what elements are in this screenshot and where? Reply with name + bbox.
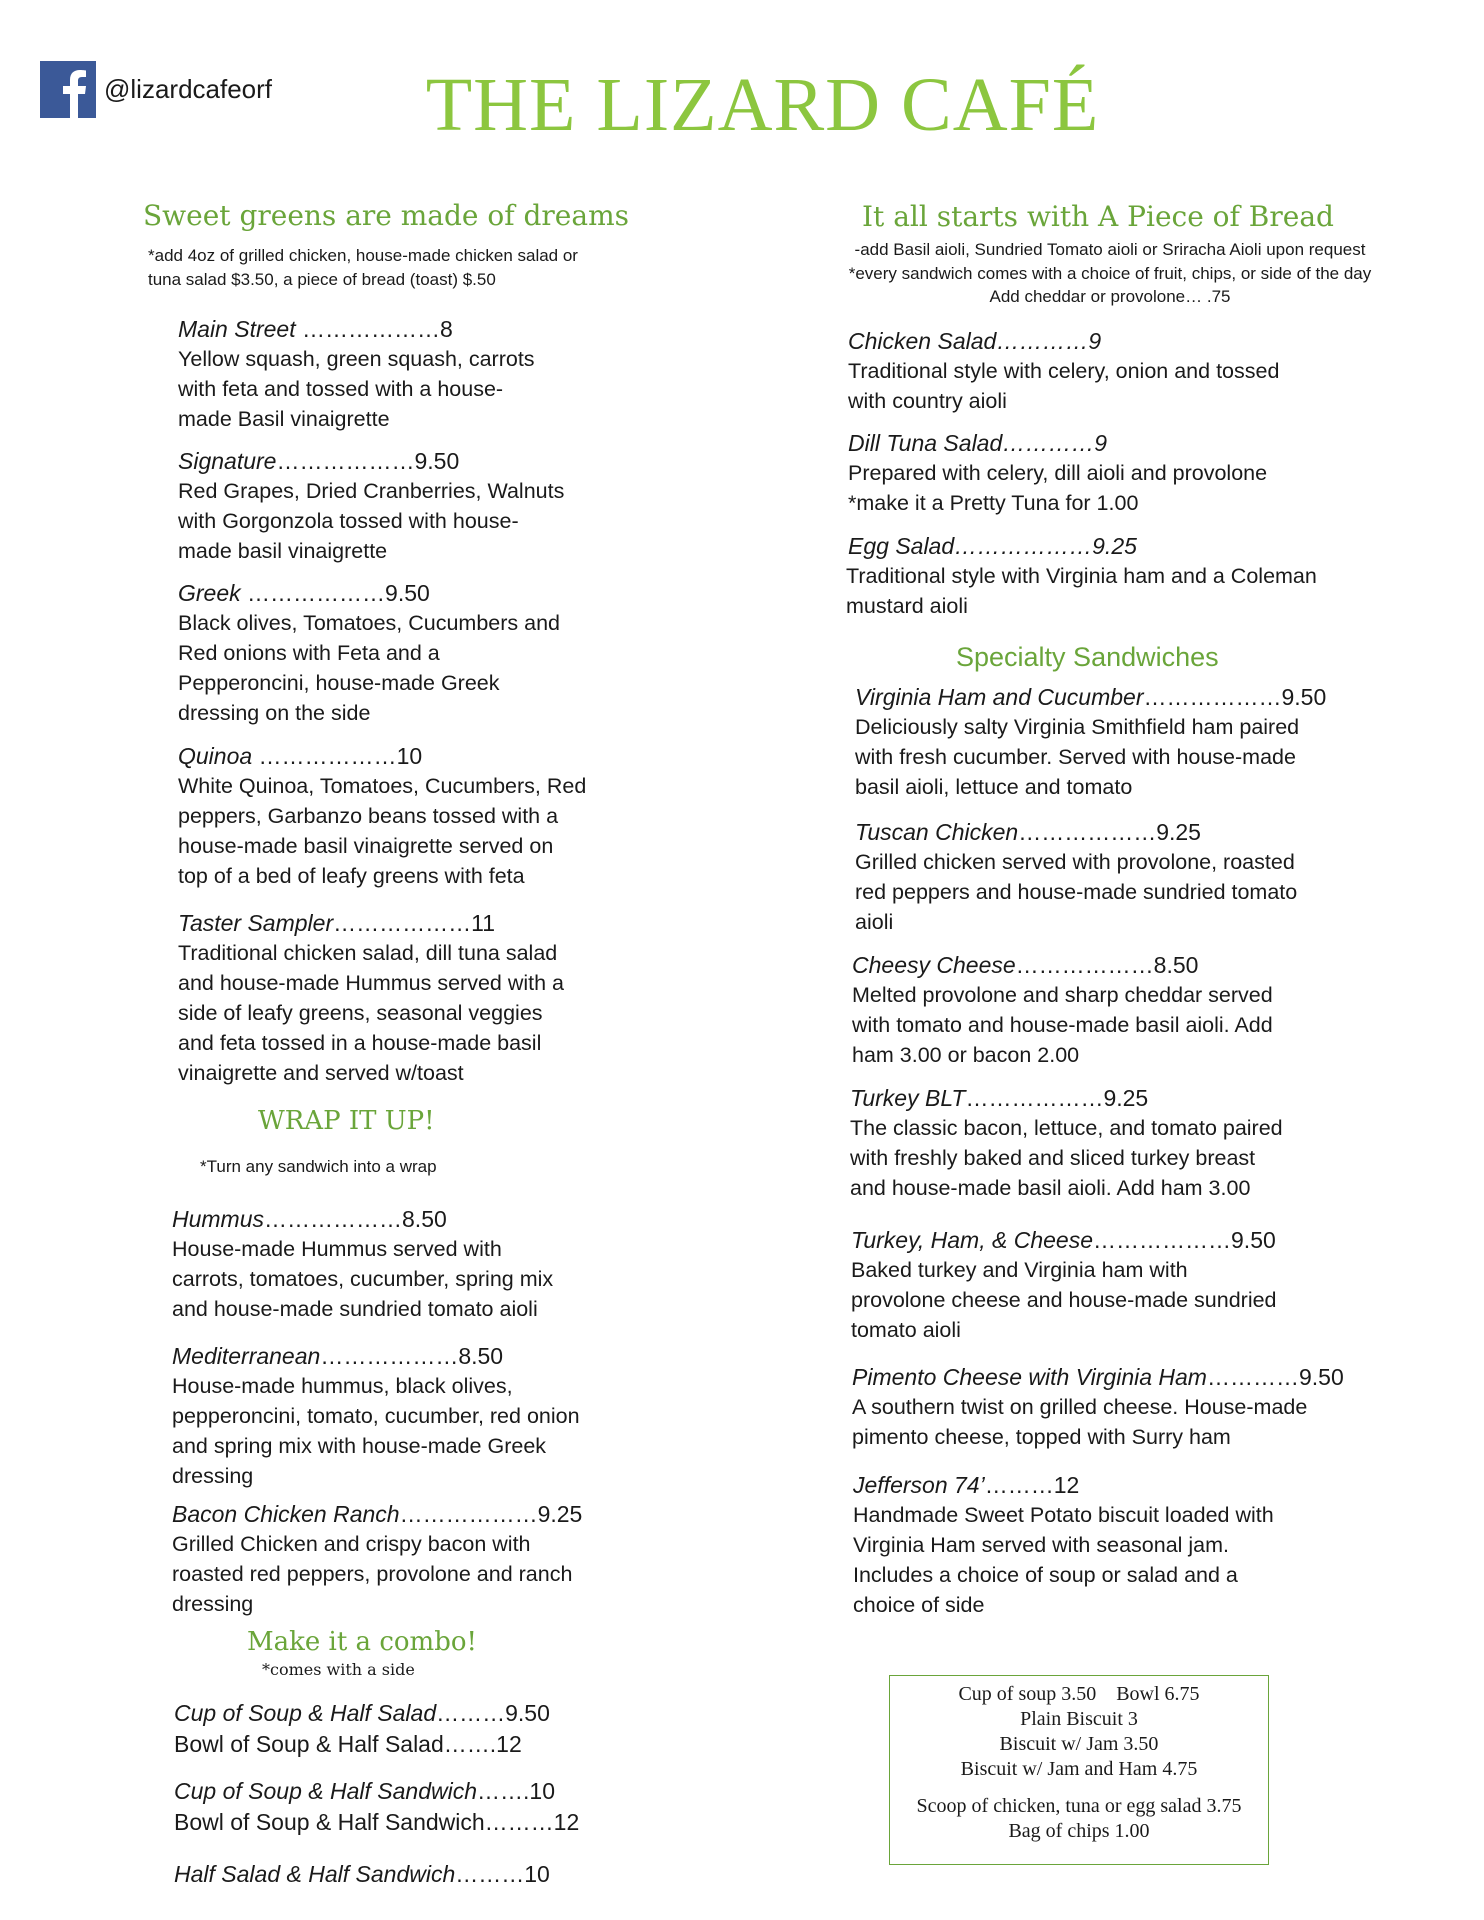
- item-dots: ………………: [333, 910, 472, 936]
- salad-item: [178, 741, 586, 891]
- item-desc-line: Grilled Chicken and crispy bacon with: [172, 1532, 531, 1556]
- item-name: Mediterranean: [172, 1343, 321, 1369]
- item-desc-line: and house-made sundried tomato aioli: [172, 1297, 538, 1321]
- specialty-item: [852, 1362, 1344, 1452]
- salad-item: [178, 446, 564, 566]
- item-desc: [855, 712, 1326, 802]
- item-name: Turkey, Ham, & Cheese: [851, 1227, 1094, 1253]
- item-desc-line: ham 3.00 or bacon 2.00: [852, 1043, 1080, 1067]
- item-name: Taster Sampler: [178, 910, 334, 936]
- item-desc-line: carrots, tomatoes, cucumber, spring mix: [172, 1267, 554, 1291]
- item-desc-line: roasted red peppers, provolone and ranch: [172, 1562, 573, 1586]
- wraps-note: *Turn any sandwich into a wrap: [200, 1157, 437, 1176]
- item-name: Cheesy Cheese: [852, 952, 1016, 978]
- item-desc-line: side of leafy greens, seasonal veggies: [178, 1001, 543, 1025]
- item-name: Bacon Chicken Ranch: [172, 1501, 400, 1527]
- item-name: Cup of Soup & Half Salad: [174, 1700, 437, 1726]
- item-name: Tuscan Chicken: [855, 819, 1019, 845]
- item-desc-line: dressing on the side: [178, 701, 371, 725]
- item-desc-line: with tomato and house-made basil aioli. Add: [852, 1013, 1273, 1037]
- item-desc-line: dressing: [172, 1592, 254, 1616]
- sides-line: Scoop of chicken, tuna or egg salad 3.75: [916, 1795, 1242, 1817]
- item-desc: [172, 1234, 553, 1324]
- specialty-item: [850, 1083, 1283, 1203]
- item-desc-line: and spring mix with house-made Greek: [172, 1434, 547, 1458]
- item-desc-line: made Basil vinaigrette: [178, 407, 390, 431]
- sides-line: Plain Biscuit 3: [1020, 1708, 1138, 1730]
- item-name: Half Salad & Half Sandwich: [174, 1861, 456, 1887]
- item-price: 9.50: [1281, 684, 1327, 710]
- sides-line: Bag of chips 1.00: [1008, 1820, 1150, 1842]
- item-desc-line: peppers, Garbanzo beans tossed with a: [178, 804, 559, 828]
- item-price: 8.50: [402, 1206, 447, 1232]
- item-desc-line: A southern twist on grilled cheese. House-made: [852, 1395, 1308, 1419]
- wrap-item: [172, 1499, 582, 1619]
- item-name: Chicken Salad: [848, 328, 997, 354]
- item-dots: ………………: [1018, 819, 1157, 845]
- item-desc-line: Includes a choice of soup or salad and a: [853, 1563, 1238, 1587]
- item-price: 10: [524, 1861, 550, 1887]
- item-desc: [848, 356, 1279, 416]
- specialty-item: [852, 950, 1273, 1070]
- combo-note: *comes with a side: [262, 1660, 415, 1679]
- item-name: Cup of Soup & Half Sandwich: [174, 1778, 478, 1804]
- item-desc-line: pimento cheese, topped with Surry ham: [852, 1425, 1231, 1449]
- salads-heading: Sweet greens are made of dreams: [143, 199, 629, 232]
- item-desc: [852, 980, 1273, 1070]
- item-desc-line: Prepared with celery, dill aioli and provolone: [848, 461, 1268, 485]
- item-name: Jefferson 74’: [853, 1472, 985, 1498]
- item-desc-line: White Quinoa, Tomatoes, Cucumbers, Red: [178, 774, 587, 798]
- item-price: 11: [471, 910, 495, 936]
- item-desc-line: with country aioli: [848, 389, 1007, 413]
- item-dots: ………………: [954, 533, 1093, 559]
- sides-spacer: [890, 1782, 1268, 1794]
- item-name: Signature: [178, 448, 277, 474]
- item-price: 8: [440, 316, 453, 342]
- specialty-item: [855, 682, 1326, 802]
- sides-line: Cup of soup 3.50 Bowl 6.75: [958, 1683, 1200, 1705]
- combo-line: [174, 1729, 522, 1759]
- item-desc-line: Traditional style with celery, onion and tossed: [848, 359, 1280, 383]
- social-handle[interactable]: @lizardcafeorf: [104, 74, 273, 104]
- salad-item: [178, 908, 564, 1088]
- item-desc-line: house-made basil vinaigrette served on: [178, 834, 554, 858]
- item-dots: ………………: [1093, 1227, 1232, 1253]
- combo-heading: Make it a combo!: [247, 1627, 477, 1657]
- sides-line: Biscuit w/ Jam 3.50: [999, 1733, 1159, 1755]
- item-desc-line: with freshly baked and sliced turkey breast: [850, 1146, 1256, 1170]
- item-desc-line: tomato aioli: [851, 1318, 961, 1342]
- wraps-heading: WRAP IT UP!: [258, 1106, 435, 1136]
- combo-line: [174, 1776, 555, 1806]
- item-desc-line: pepperoncini, tomato, cucumber, red onion: [172, 1404, 580, 1428]
- item-price: 9: [1094, 430, 1108, 456]
- item-dots: ………………: [399, 1501, 538, 1527]
- item-name: Bowl of Soup & Half Salad: [174, 1731, 444, 1757]
- item-desc-line: dressing: [172, 1464, 254, 1488]
- item-desc: [848, 458, 1267, 518]
- item-desc-line: and house-made Hummus served with a: [178, 971, 564, 995]
- item-desc-line: *make it a Pretty Tuna for 1.00: [848, 491, 1139, 515]
- item-desc-line: House-made Hummus served with: [172, 1237, 502, 1261]
- item-dots: …………: [1206, 1364, 1299, 1390]
- item-price: 9.50: [385, 580, 430, 606]
- page-title: THE LIZARD CAFÉ: [425, 63, 1100, 147]
- item-desc-line: Virginia Ham served with seasonal jam.: [853, 1533, 1230, 1557]
- item-desc-line: with feta and tossed with a house-: [178, 377, 504, 401]
- item-desc-line: aioli: [855, 910, 894, 934]
- combo-line: [174, 1807, 579, 1837]
- specialty-heading: Specialty Sandwiches: [956, 642, 1219, 672]
- item-desc-line: mustard aioli: [846, 594, 968, 618]
- item-dots: ………………: [240, 580, 386, 606]
- item-price: 8.50: [1153, 952, 1199, 978]
- item-desc-line: Red onions with Feta and a: [178, 641, 440, 665]
- bread-note-line: Add cheddar or provolone… .75: [989, 287, 1231, 306]
- item-price: 9.25: [537, 1501, 583, 1527]
- item-price: 12: [1053, 1472, 1080, 1498]
- item-desc-line: and feta tossed in a house-made basil: [178, 1031, 542, 1055]
- item-desc: [178, 608, 560, 728]
- item-desc-line: Pepperoncini, house-made Greek: [178, 671, 500, 695]
- item-price: 9.25: [1103, 1085, 1149, 1111]
- item-name: Turkey BLT: [850, 1085, 966, 1111]
- item-price: 10: [529, 1778, 555, 1804]
- item-desc-line: Red Grapes, Dried Cranberries, Walnuts: [178, 479, 565, 503]
- item-desc-line: Baked turkey and Virginia ham with: [851, 1258, 1188, 1282]
- item-dots: ………………: [1015, 952, 1154, 978]
- bread-note-line: -add Basil aioli, Sundried Tomato aioli or Sriracha Aioli upon request: [854, 240, 1366, 259]
- item-desc-line: Deliciously salty Virginia Smithfield ham paired: [855, 715, 1300, 739]
- item-price: 9.50: [1298, 1364, 1344, 1390]
- salad-item: [178, 578, 560, 728]
- item-name: Pimento Cheese with Virginia Ham: [852, 1364, 1207, 1390]
- item-desc-line: basil aioli, lettuce and tomato: [855, 775, 1133, 799]
- item-desc: [172, 1371, 580, 1491]
- salads-note-line: tuna salad $3.50, a piece of bread (toast) $.50: [148, 270, 496, 289]
- item-price: 8.50: [458, 1343, 504, 1369]
- item-dots: ………: [436, 1700, 506, 1726]
- item-desc: [852, 1392, 1344, 1452]
- salads-note: [148, 244, 578, 292]
- item-desc-line: Handmade Sweet Potato biscuit loaded with: [853, 1503, 1274, 1527]
- combo-line: [174, 1859, 550, 1889]
- bread-item: [848, 531, 1317, 621]
- item-desc: [850, 1113, 1283, 1203]
- wrap-item: [172, 1341, 580, 1491]
- salads-note-line: *add 4oz of grilled chicken, house-made chicken salad or: [148, 246, 578, 265]
- item-name: Bowl of Soup & Half Sandwich: [174, 1809, 485, 1835]
- item-price: 9: [1088, 328, 1102, 354]
- item-desc: [178, 476, 564, 566]
- item-name: Hummus: [172, 1206, 265, 1232]
- salad-item: [178, 314, 535, 434]
- specialty-item: [851, 1225, 1277, 1345]
- item-desc-line: top of a bed of leafy greens with feta: [178, 864, 525, 888]
- item-dots: ………: [984, 1472, 1054, 1498]
- item-name: Main Street: [178, 316, 296, 342]
- item-name: Greek: [178, 580, 241, 606]
- item-name: Virginia Ham and Cucumber: [855, 684, 1144, 710]
- sides-line: Biscuit w/ Jam and Ham 4.75: [960, 1758, 1198, 1780]
- item-dots: ………: [484, 1809, 554, 1835]
- item-price: 9.50: [414, 448, 460, 474]
- item-desc-line: vinaigrette and served w/toast: [178, 1061, 464, 1085]
- item-desc: [853, 1500, 1274, 1620]
- item-desc-line: choice of side: [853, 1593, 985, 1617]
- wrap-item: [172, 1204, 553, 1324]
- item-dots: …………: [1002, 430, 1095, 456]
- item-name: Dill Tuna Salad: [848, 430, 1003, 456]
- item-dots: ………………: [320, 1343, 459, 1369]
- bread-item: [848, 428, 1267, 518]
- item-desc-line: Grilled chicken served with provolone, roasted: [855, 850, 1295, 874]
- item-name: Egg Salad: [848, 533, 955, 559]
- bread-note-line: *every sandwich comes with a choice of fruit, chips, or side of the day: [848, 263, 1372, 283]
- item-desc-line: House-made hummus, black olives,: [172, 1374, 513, 1398]
- item-dots: ………………: [295, 316, 440, 342]
- item-desc: [178, 344, 535, 434]
- item-price: 12: [553, 1809, 580, 1835]
- item-price: 9.50: [505, 1700, 550, 1726]
- item-dots: …….: [443, 1731, 497, 1757]
- item-price: 10: [396, 743, 423, 769]
- item-desc-line: Traditional chicken salad, dill tuna salad: [178, 941, 558, 965]
- item-desc: [846, 561, 1317, 621]
- item-dots: …………: [996, 328, 1089, 354]
- combo-line: [174, 1698, 550, 1728]
- item-desc: [851, 1255, 1277, 1345]
- item-price: 9.25: [1092, 533, 1137, 559]
- item-desc: [172, 1529, 582, 1619]
- item-desc-line: and house-made basil aioli. Add ham 3.00: [850, 1176, 1251, 1200]
- item-desc: [855, 847, 1297, 937]
- specialty-item: [853, 1470, 1274, 1620]
- item-desc-line: Black olives, Tomatoes, Cucumbers and: [178, 611, 561, 635]
- bread-item: [848, 326, 1279, 416]
- item-desc-line: provolone cheese and house-made sundried: [851, 1288, 1277, 1312]
- item-desc: [178, 938, 564, 1088]
- item-desc-line: with fresh cucumber. Served with house-made: [855, 745, 1296, 769]
- sides-box: [889, 1675, 1269, 1865]
- item-desc-line: Yellow squash, green squash, carrots: [178, 347, 535, 371]
- item-dots: ………………: [276, 448, 415, 474]
- item-desc-line: made basil vinaigrette: [178, 539, 388, 563]
- item-desc-line: Traditional style with Virginia ham and a Coleman: [846, 564, 1317, 588]
- item-dots: ………………: [1143, 684, 1282, 710]
- item-dots: ………………: [264, 1206, 403, 1232]
- item-name: Quinoa: [178, 743, 253, 769]
- item-desc-line: red peppers and house-made sundried tomato: [855, 880, 1298, 904]
- item-dots: ………………: [252, 743, 397, 769]
- item-price: 9.25: [1156, 819, 1201, 845]
- item-desc-line: with Gorgonzola tossed with house-: [178, 509, 519, 533]
- item-price: 9.50: [1231, 1227, 1276, 1253]
- item-dots: ………: [455, 1861, 525, 1887]
- item-desc-line: The classic bacon, lettuce, and tomato paired: [850, 1116, 1283, 1140]
- bread-heading: It all starts with A Piece of Bread: [862, 200, 1334, 233]
- item-desc: [178, 771, 586, 891]
- item-price: 12: [496, 1731, 522, 1757]
- item-dots: …….: [477, 1778, 530, 1804]
- specialty-item: [855, 817, 1297, 937]
- item-desc-line: Melted provolone and sharp cheddar served: [852, 983, 1273, 1007]
- item-dots: ………………: [965, 1085, 1104, 1111]
- bread-note: [760, 238, 1460, 309]
